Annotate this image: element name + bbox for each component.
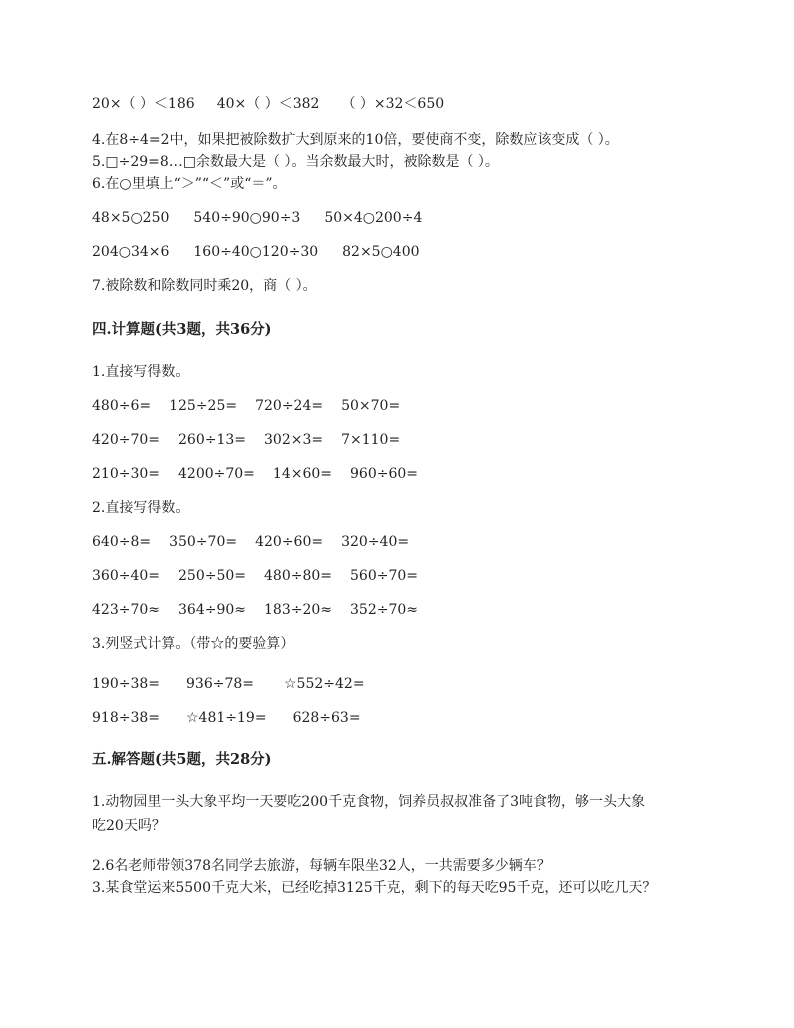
calc-expr: 350÷70= <box>169 534 238 550</box>
compare-row <box>92 208 422 228</box>
fill-expr: 20×（ ）＜186 <box>92 96 195 112</box>
question-7: 7.被除数和除数同时乘20，商（ ）。 <box>92 278 317 294</box>
calc-row <box>92 430 400 450</box>
question-5: 5.□÷29=8…□余数最大是（ ）。当余数最大时，被除数是（ ）。 <box>92 154 499 170</box>
calc-expr: 628÷63= <box>292 710 361 726</box>
calc-expr: 125÷25= <box>169 398 238 414</box>
calc-expr: 210÷30= <box>92 466 160 482</box>
calc-expr: 420÷70= <box>92 432 160 448</box>
calc-expr: 14×60= <box>272 466 332 482</box>
fill-expr: 40×（ ）＜382 <box>216 96 320 112</box>
question-6: 6.在○里填上“＞”“＜”或“＝”。 <box>92 176 287 192</box>
calc-expr: 936÷78= <box>186 676 254 692</box>
calc-expr: 420÷60= <box>255 534 324 550</box>
calc-expr: 302×3= <box>264 432 324 448</box>
question-1: 1.直接写得数。 <box>92 364 190 380</box>
calc-expr: 260÷13= <box>178 432 246 448</box>
calc-expr: 640÷8= <box>92 534 152 550</box>
compare-expr: 204○34×6 <box>92 244 170 260</box>
compare-expr: 160÷40○120÷30 <box>193 244 319 260</box>
calc-expr: 918÷38= <box>92 710 160 726</box>
compare-expr: 50×4○200÷4 <box>324 210 423 226</box>
compare-row <box>92 242 420 262</box>
compare-expr: 540÷90○90÷3 <box>193 210 301 226</box>
question-2: 2.直接写得数。 <box>92 500 190 516</box>
calc-expr: 352÷70≈ <box>350 602 418 618</box>
calc-expr: 960÷60= <box>350 466 418 482</box>
calc-row <box>92 708 361 728</box>
word-problem-1-cont: 吃20天吗？ <box>92 818 166 834</box>
calc-row <box>92 566 418 586</box>
calc-expr: 423÷70≈ <box>92 602 160 618</box>
calc-row <box>92 396 400 416</box>
calc-row <box>92 532 409 552</box>
calc-expr: 480÷80= <box>264 568 332 584</box>
compare-expr: 48×5○250 <box>92 210 170 226</box>
compare-expr: 82×5○400 <box>342 244 420 260</box>
calc-expr: 7×110= <box>341 432 401 448</box>
calc-expr: 190÷38= <box>92 676 160 692</box>
calc-expr: 560÷70= <box>350 568 418 584</box>
fill-expr: （ ）×32＜650 <box>341 96 445 112</box>
calc-expr: ☆552÷42= <box>284 676 365 692</box>
question-3: 3.列竖式计算。（带☆的要验算） <box>92 636 295 652</box>
section-heading: 五.解答题(共5题，共28分) <box>92 751 272 768</box>
calc-expr: 480÷6= <box>92 398 152 414</box>
calc-expr: 720÷24= <box>255 398 324 414</box>
calc-expr: 183÷20≈ <box>264 602 332 618</box>
calc-row <box>92 674 365 694</box>
calc-expr: 250÷50= <box>178 568 246 584</box>
calc-expr: 50×70= <box>341 398 401 414</box>
word-problem-1: 1.动物园里一头大象平均一天要吃200千克食物，饲养员叔叔准备了3吨食物，够一头大象 <box>92 794 645 810</box>
word-problem-3: 3.某食堂运来5500千克大米，已经吃掉3125千克，剩下的每天吃95千克，还可以吃几天？ <box>92 880 657 896</box>
calc-expr: 364÷90≈ <box>178 602 246 618</box>
calc-expr: 4200÷70= <box>178 466 255 482</box>
calc-row <box>92 600 418 620</box>
question-4: 4.在8÷4=2中，如果把被除数扩大到原来的10倍，要使商不变，除数应该变成（ ）。 <box>92 132 619 148</box>
fill-in-row <box>92 94 444 114</box>
word-problem-2: 2.6名老师带领378名同学去旅游，每辆车限坐32人，一共需要多少辆车？ <box>92 858 551 874</box>
calc-expr: 320÷40= <box>341 534 410 550</box>
calc-expr: ☆481÷19= <box>186 710 267 726</box>
calc-expr: 360÷40= <box>92 568 160 584</box>
calc-row <box>92 464 418 484</box>
section-heading: 四.计算题(共3题，共36分) <box>92 321 272 338</box>
